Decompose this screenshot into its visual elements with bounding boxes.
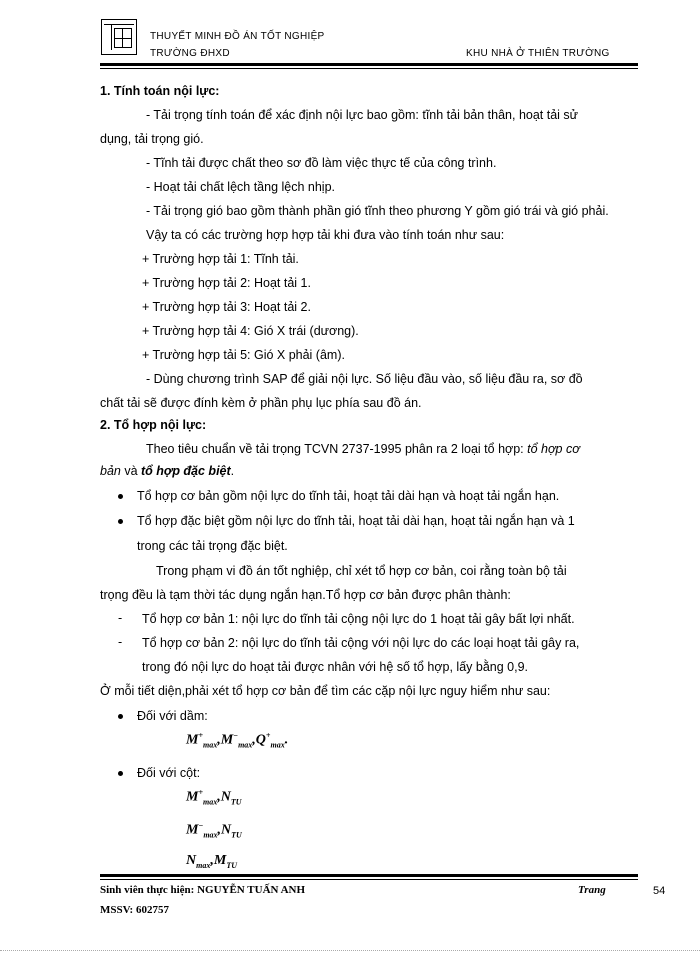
dash-marker: - bbox=[118, 635, 123, 649]
section2-bullet2a: Tổ hợp đặc biệt gồm nội lực do tĩnh tải, hoạt tải dài hạn, hoạt tải ngắn hạn và 1 bbox=[137, 514, 575, 528]
section1-heading: 1. Tính toán nội lực: bbox=[100, 84, 220, 98]
header-project: KHU NHÀ Ở THIÊN TRƯỜNG bbox=[466, 48, 610, 59]
footer-student-id: MSSV: 602757 bbox=[100, 904, 169, 916]
column-formula-3: $N_{max},M_{TU}$ bbox=[186, 853, 237, 870]
header-school: TRƯỜNG ĐHXD bbox=[150, 48, 230, 59]
section1-p3: - Hoạt tải chất lệch tầng lệch nhịp. bbox=[146, 180, 336, 194]
section1-p6b: chất tải sẽ được đính kèm ở phần phụ lục phía sau đồ án. bbox=[100, 396, 422, 410]
column-formula-1: $M^+_{max},N_{TU}$ bbox=[186, 788, 242, 807]
load-case-2: + Trường hợp tải 2: Hoạt tải 1. bbox=[142, 276, 311, 290]
section2-dash1: Tổ hợp cơ bản 1: nội lực do tĩnh tải cộng nội lực do 1 hoạt tải gây bất lợi nhất. bbox=[142, 612, 575, 626]
university-logo-icon bbox=[101, 19, 137, 55]
page-number: 54 bbox=[653, 885, 666, 897]
beam-label: Đối với dầm: bbox=[137, 709, 208, 723]
column-label: Đối với cột: bbox=[137, 766, 201, 780]
section2-dash2a: Tổ hợp cơ bản 2: nội lực do tĩnh tải cộng với nội lực do các loại hoạt tải gây ra, bbox=[142, 636, 580, 650]
header-title: THUYẾT MINH ĐỒ ÁN TỐT NGHIỆP bbox=[150, 31, 325, 42]
section1-p6a: - Dùng chương trình SAP để giải nội lực. Số liệu đầu vào, số liệu đầu ra, sơ đồ bbox=[146, 372, 583, 386]
footer-page-label: Trang bbox=[578, 884, 606, 896]
section2-p3: Ở mỗi tiết diện,phải xét tổ hợp cơ bản để tìm các cặp nội lực nguy hiểm như sau: bbox=[100, 684, 551, 698]
section2-p1b: bản và tổ hợp đặc biệt. bbox=[100, 464, 235, 478]
column-formula-2: $M^-_{max},N_{TU}$ bbox=[186, 821, 242, 840]
section2-p2a: Trong phạm vi đồ án tốt nghiệp, chỉ xét tổ hợp cơ bản, coi rằng toàn bộ tải bbox=[156, 564, 567, 578]
section2-bullet1: Tổ hợp cơ bản gồm nội lực do tĩnh tải, hoạt tải dài hạn và hoạt tải ngắn hạn. bbox=[137, 489, 560, 503]
section2-heading: 2. Tổ hợp nội lực: bbox=[100, 418, 207, 432]
load-case-3: + Trường hợp tải 3: Hoạt tải 2. bbox=[142, 300, 311, 314]
header-rule-thin bbox=[100, 68, 638, 69]
section2-p1a: Theo tiêu chuẩn về tải trọng TCVN 2737-1995 phân ra 2 loại tổ hợp: tổ hợp cơ bbox=[146, 442, 580, 456]
bullet-icon bbox=[118, 771, 123, 776]
section2-p2b: trọng đều là tạm thời tác dụng ngắn hạn.Tổ hợp cơ bản được phân thành: bbox=[100, 588, 511, 602]
section2-bullet2b: trong các tải trọng đặc biệt. bbox=[137, 539, 288, 553]
load-case-5: + Trường hợp tải 5: Gió X phải (âm). bbox=[142, 348, 345, 362]
section1-p4: - Tải trọng gió bao gồm thành phần gió tĩnh theo phương Y gồm gió trái và gió phải. bbox=[146, 204, 609, 218]
footer-student: Sinh viên thực hiện: NGUYỄN TUẤN ANH bbox=[100, 884, 306, 896]
beam-formula: $M^+_{max},M^-_{max},Q^+_{max}$. bbox=[186, 731, 289, 750]
bullet-icon bbox=[118, 494, 123, 499]
section1-p1a: - Tải trọng tính toán để xác định nội lực bao gồm: tĩnh tải bản thân, hoạt tải sử bbox=[146, 108, 579, 122]
bullet-icon bbox=[118, 714, 123, 719]
section1-p2: - Tĩnh tải được chất theo sơ đồ làm việc thực tế của công trình. bbox=[146, 156, 497, 170]
header-rule-thick bbox=[100, 63, 638, 66]
footer-rule-thick bbox=[100, 874, 638, 877]
dash-marker: - bbox=[118, 611, 123, 625]
section1-p1b: dụng, tải trọng gió. bbox=[100, 132, 204, 146]
footer-rule-thin bbox=[100, 879, 638, 880]
bullet-icon bbox=[118, 519, 123, 524]
page-bottom-divider bbox=[0, 950, 700, 951]
section2-dash2b: trong đó nội lực do hoạt tải được nhân với hệ số tổ hợp, lấy bằng 0,9. bbox=[142, 660, 529, 674]
load-case-1: + Trường hợp tải 1: Tĩnh tải. bbox=[142, 252, 299, 266]
load-case-4: + Trường hợp tải 4: Gió X trái (dương). bbox=[142, 324, 359, 338]
section1-p5: Vậy ta có các trường hợp hợp tải khi đưa vào tính toán như sau: bbox=[146, 228, 505, 242]
